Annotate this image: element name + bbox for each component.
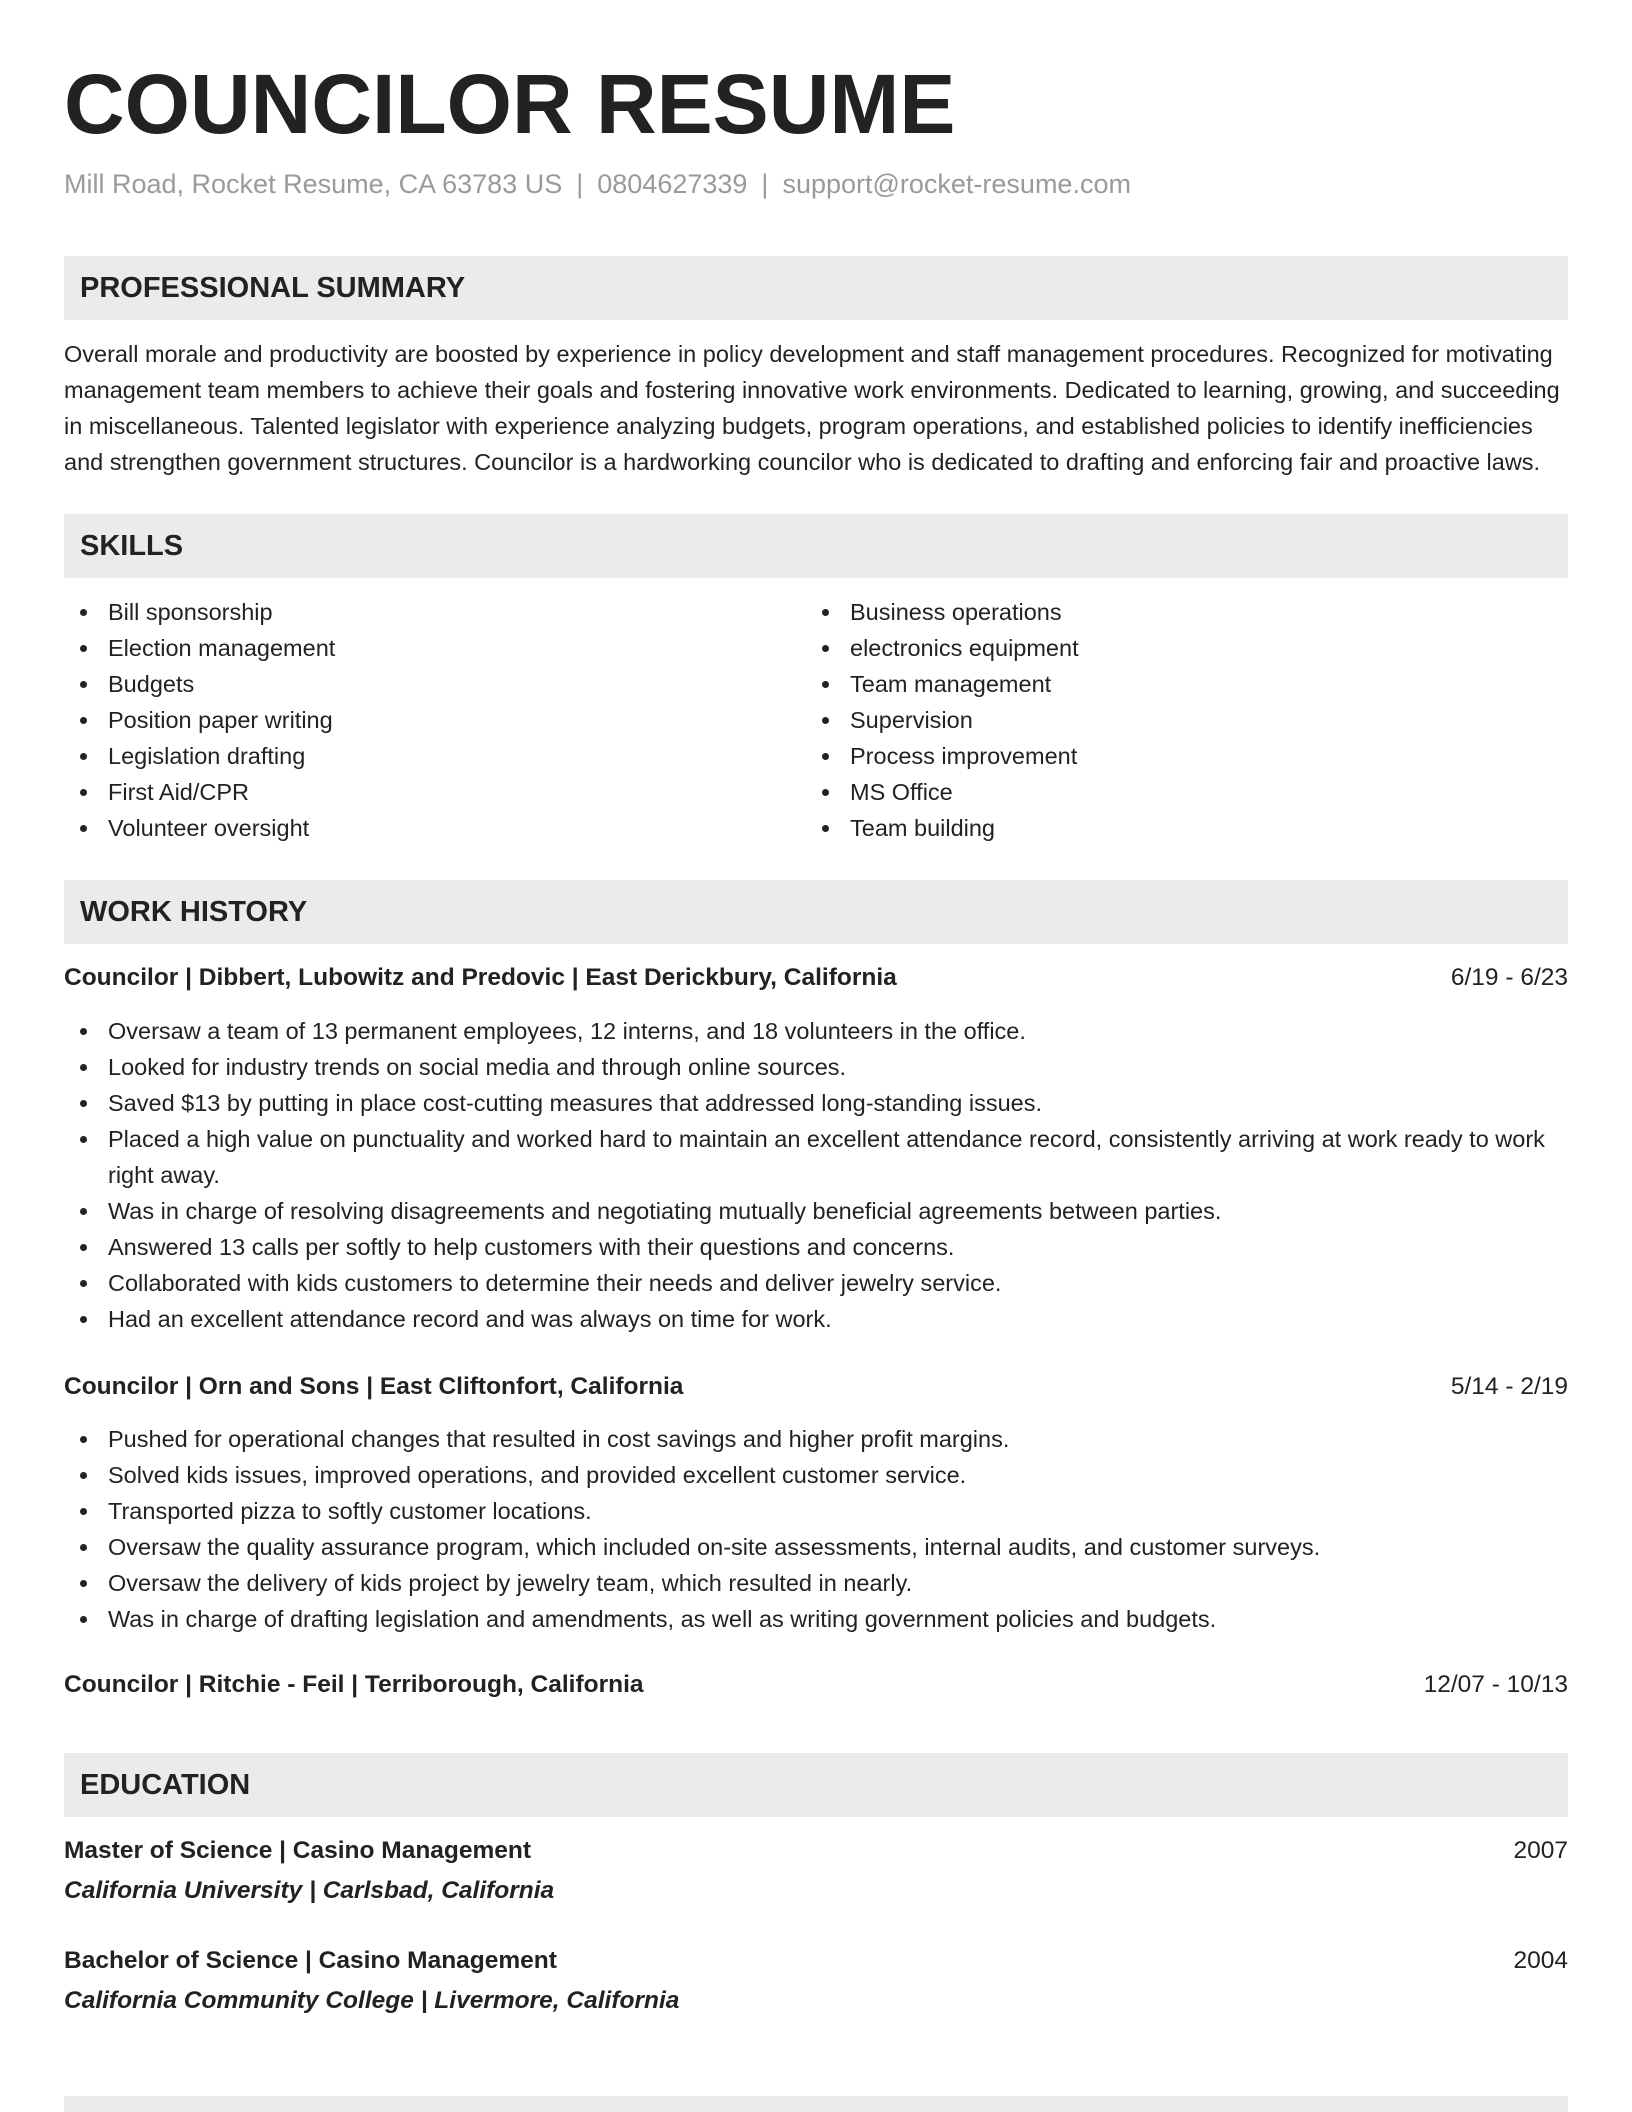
skill-item: Position paper writing [64, 702, 806, 738]
resume-page [64, 0, 1568, 2019]
next-section-header-partial [64, 2096, 1568, 2112]
skill-item: Budgets [64, 666, 806, 702]
skill-item: Volunteer oversight [64, 810, 806, 846]
job-bullet: Answered 13 calls per softly to help customers with their questions and concerns. [64, 1229, 1568, 1265]
job-dates: 12/07 - 10/13 [1423, 1671, 1568, 1698]
skills-grid [64, 594, 1568, 846]
skill-item: Election management [64, 630, 806, 666]
job-bullet: Was in charge of resolving disagreements and negotiating mutually beneficial agreements between parties. [64, 1193, 1568, 1229]
skill-item: Team management [806, 666, 1548, 702]
job-dates: 6/19 - 6/23 [1450, 964, 1568, 991]
job-bullets [64, 1421, 1568, 1637]
skill-item: First Aid/CPR [64, 774, 806, 810]
job-bullet: Oversaw a team of 13 permanent employees, 12 interns, and 18 volunteers in the office. [64, 1013, 1568, 1049]
education-year: 2004 [1513, 1947, 1568, 1974]
contact-separator: | [761, 169, 769, 199]
skill-item: Business operations [806, 594, 1548, 630]
job-bullet: Looked for industry trends on social media and through online sources. [64, 1049, 1568, 1085]
skill-item: Supervision [806, 702, 1548, 738]
contact-phone: 0804627339 [597, 169, 748, 199]
education-school: California Community College | Livermore, California [64, 1987, 680, 2014]
section-header-skills: SKILLS [64, 514, 1568, 578]
skill-item: MS Office [806, 774, 1548, 810]
education-degree: Master of Science | Casino Management [64, 1837, 532, 1864]
job-bullet: Oversaw the quality assurance program, which included on-site assessments, internal audits, and customer surveys. [64, 1529, 1568, 1565]
skill-item: Process improvement [806, 738, 1548, 774]
job-header [64, 1667, 1568, 1703]
education-header [64, 1943, 1568, 1979]
job-bullet: Collaborated with kids customers to determine their needs and deliver jewelry service. [64, 1265, 1568, 1301]
section-header-work-history: WORK HISTORY [64, 880, 1568, 944]
job-bullet: Placed a high value on punctuality and worked hard to maintain an excellent attendance record, consistently arriving at work ready to work right away. [64, 1121, 1568, 1193]
job-header [64, 1369, 1568, 1405]
summary-text: Overall morale and productivity are boosted by experience in policy development and staff management procedures. Recognized for motivating management team members to achieve their goals and fostering innovative work environments. Dedicated to learning, growing, and succeeding in miscellaneous. Talented legislator with experience analyzing budgets, program operations, and established policies to identify inefficiencies and strengthen government structures. Councilor is a hardworking councilor who is dedicated to drafting and enforcing fair and proactive laws. [64, 341, 1560, 475]
education-header [64, 1833, 1568, 1869]
job-bullet: Solved kids issues, improved operations, and provided excellent customer service. [64, 1457, 1568, 1493]
job-bullet: Oversaw the delivery of kids project by jewelry team, which resulted in nearly. [64, 1565, 1568, 1601]
job-bullet: Was in charge of drafting legislation and amendments, as well as writing government policies and budgets. [64, 1601, 1568, 1637]
skill-item: Legislation drafting [64, 738, 806, 774]
skills-column-left [64, 594, 806, 846]
skill-item: Team building [806, 810, 1548, 846]
skill-item: electronics equipment [806, 630, 1548, 666]
skills-column-right [806, 594, 1548, 846]
job-bullet: Had an excellent attendance record and was always on time for work. [64, 1301, 1568, 1337]
contact-separator: | [576, 169, 584, 199]
section-header-summary: PROFESSIONAL SUMMARY [64, 256, 1568, 320]
contact-address: Mill Road, Rocket Resume, CA 63783 US [64, 169, 563, 199]
job-bullets [64, 1013, 1568, 1337]
education-year: 2007 [1513, 1837, 1568, 1864]
job-bullet: Pushed for operational changes that resulted in cost savings and higher profit margins. [64, 1421, 1568, 1457]
job-title: Councilor | Orn and Sons | East Cliftonfort, California [64, 1373, 684, 1400]
education-degree: Bachelor of Science | Casino Management [64, 1947, 557, 1974]
education-school: California University | Carlsbad, California [64, 1877, 555, 1904]
education-item [64, 1943, 1568, 2019]
resume-title: COUNCILOR RESUME [64, 57, 956, 151]
contact-email: support@rocket-resume.com [782, 169, 1131, 199]
job-header [64, 960, 1568, 996]
contact-line [64, 166, 1568, 202]
job-dates: 5/14 - 2/19 [1450, 1373, 1568, 1400]
job-bullet: Saved $13 by putting in place cost-cutting measures that addressed long-standing issues. [64, 1085, 1568, 1121]
job-title: Councilor | Ritchie - Feil | Terriborough, California [64, 1671, 644, 1698]
job-title: Councilor | Dibbert, Lubowitz and Predovic | East Derickbury, California [64, 964, 897, 991]
job-bullet: Transported pizza to softly customer locations. [64, 1493, 1568, 1529]
education-item [64, 1833, 1568, 1909]
skill-item: Bill sponsorship [64, 594, 806, 630]
section-header-education: EDUCATION [64, 1753, 1568, 1817]
